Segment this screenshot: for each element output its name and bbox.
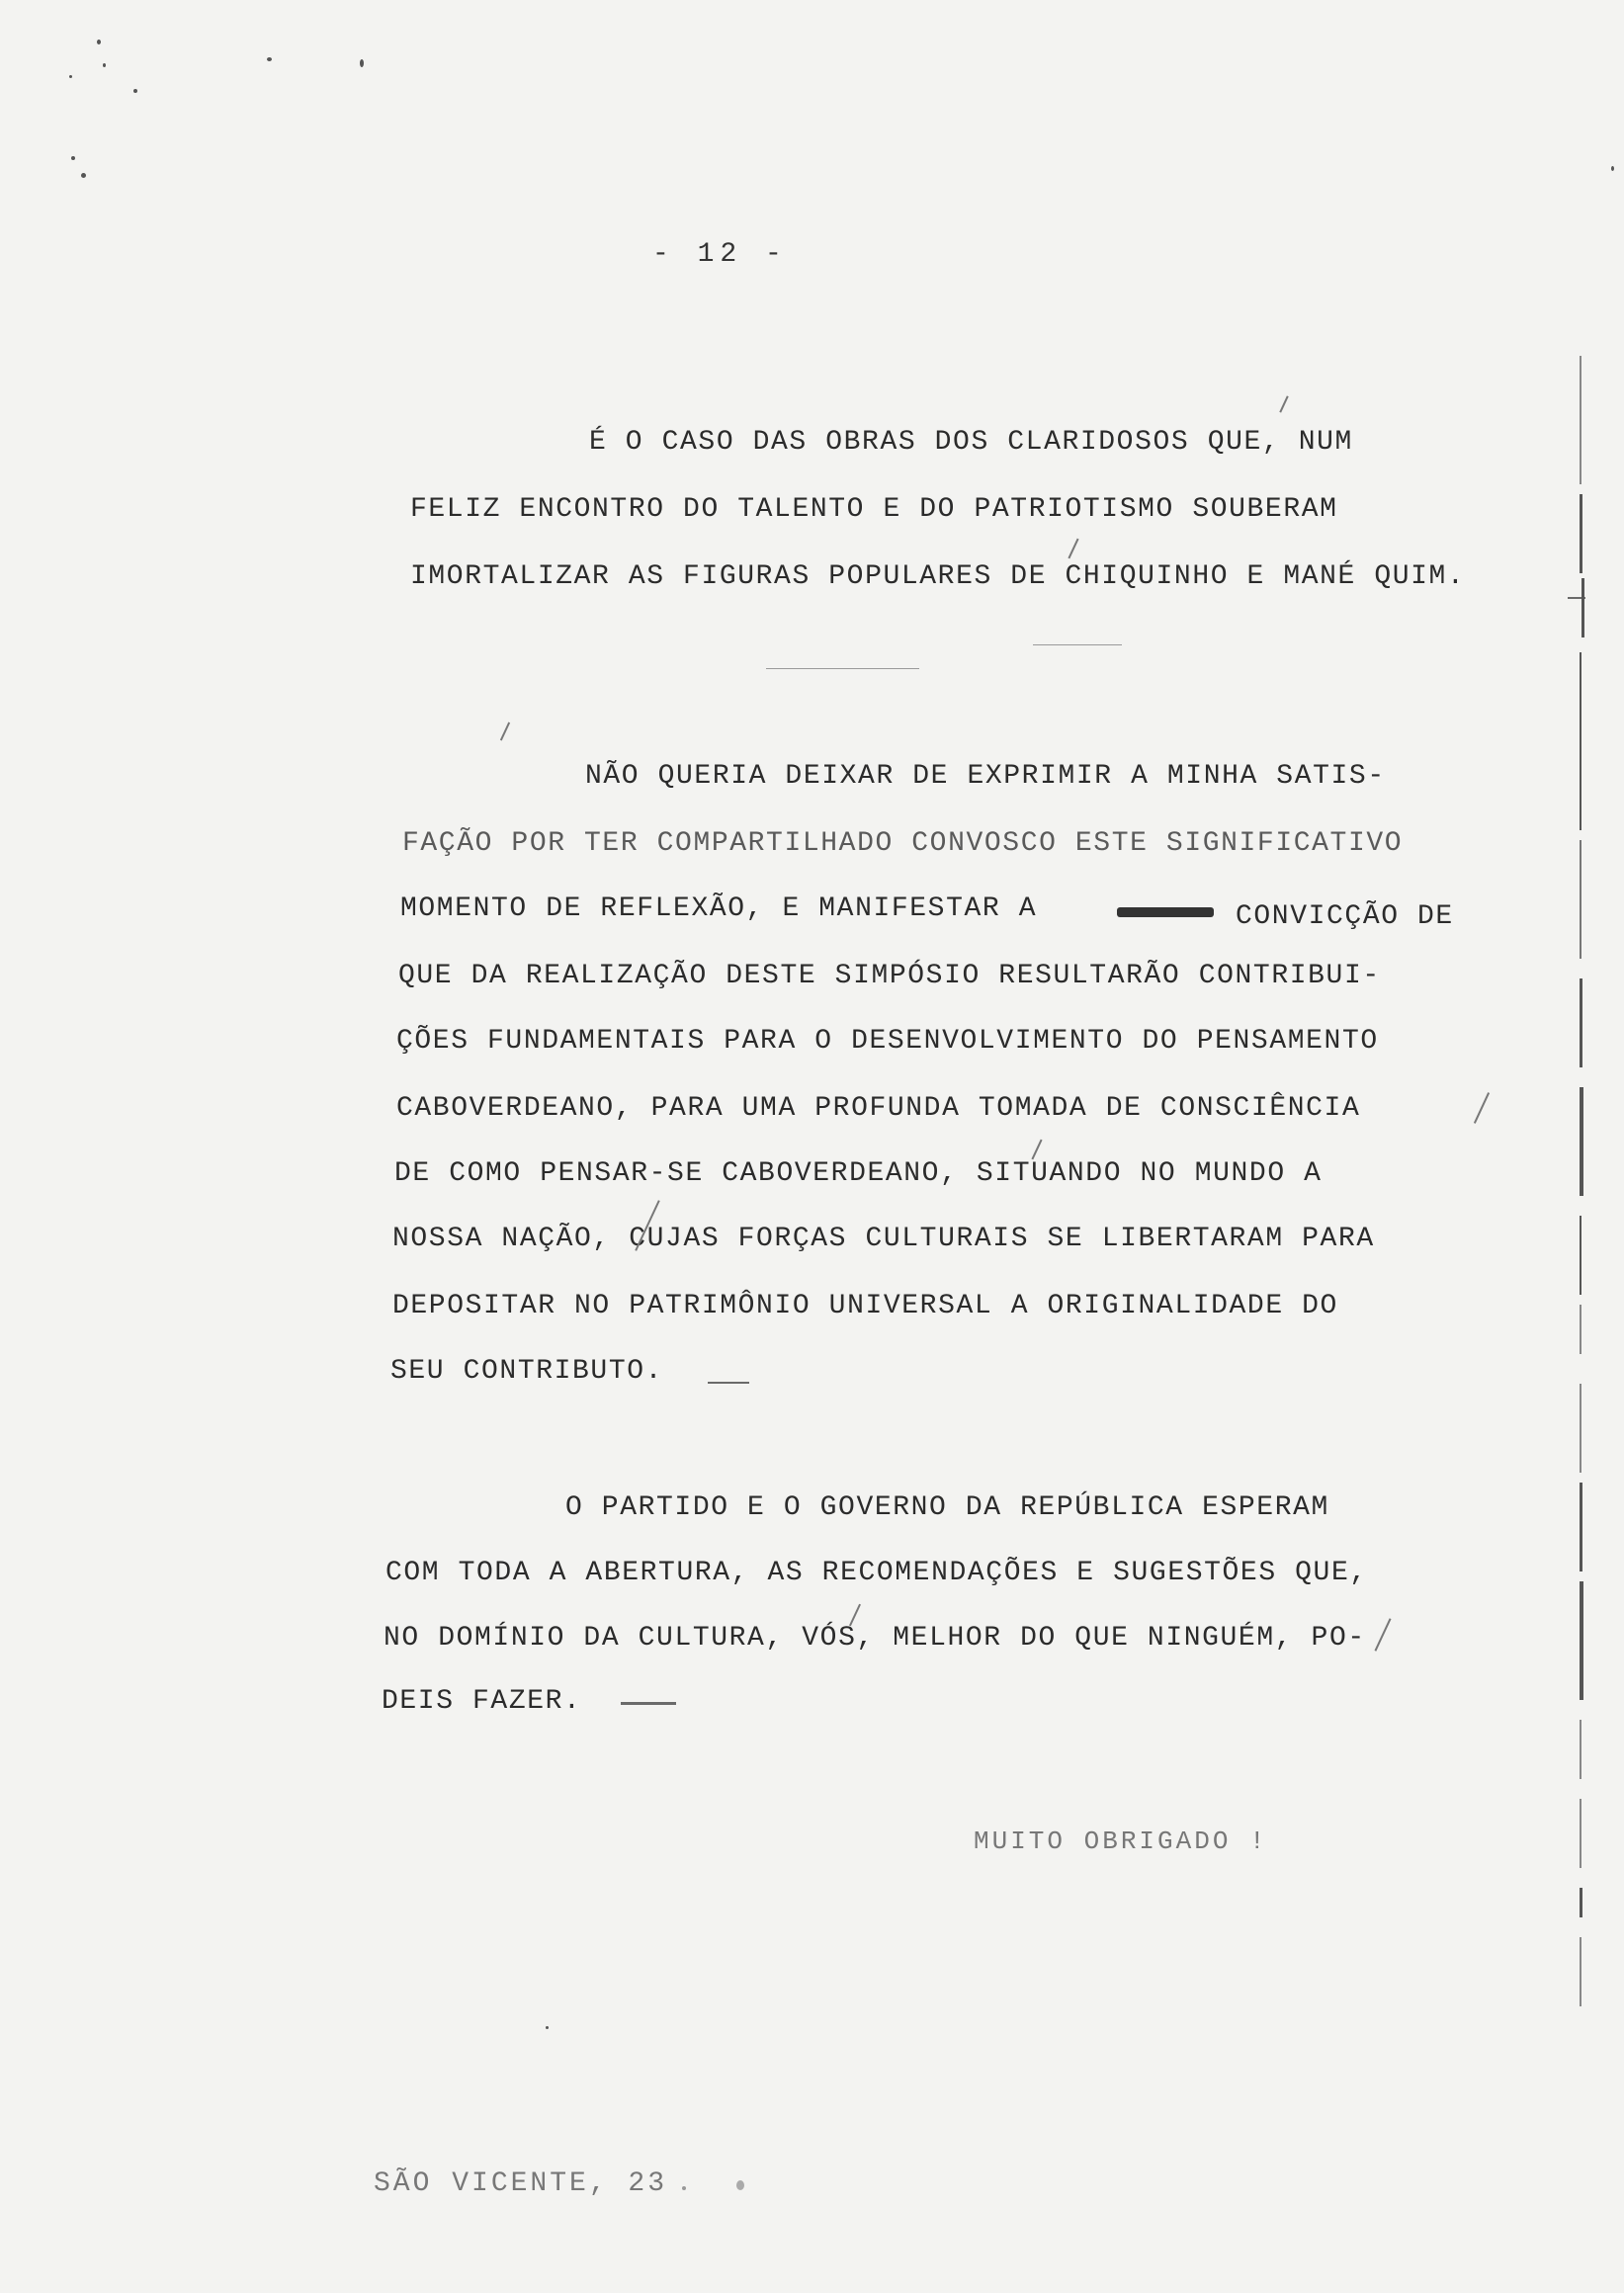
paragraph-2-line-8: NOSSA NAÇÃO, CUJAS FORÇAS CULTURAIS SE LIBERTARAM PARA — [392, 1224, 1375, 1254]
pen-tick-mark — [1474, 1092, 1490, 1124]
margin-mark — [1580, 1305, 1581, 1354]
paragraph-3-line-2: COM TODA A ABERTURA, AS RECOMENDAÇÕES E SUGESTÕES QUE, — [385, 1558, 1368, 1588]
speck-mark — [682, 2186, 686, 2190]
paragraph-1-line-3: IMORTALIZAR AS FIGURAS POPULARES DE CHIQUINHO E MANÉ QUIM. — [410, 561, 1466, 592]
pen-tick-mark — [1031, 1140, 1042, 1160]
paragraph-3-line-4: DEIS FAZER. — [382, 1686, 582, 1717]
closing-thanks: MUITO OBRIGADO ! — [974, 1826, 1268, 1856]
struck-out-word — [1117, 907, 1214, 917]
speck-mark — [546, 2026, 549, 2029]
pen-tick-mark — [1279, 395, 1288, 412]
speck-mark — [97, 40, 101, 44]
paragraph-2-line-7: DE COMO PENSAR-SE CABOVERDEANO, SITUANDO NO MUNDO A — [394, 1158, 1323, 1189]
page-number: - 12 - — [652, 239, 788, 270]
speck-mark — [69, 75, 72, 78]
margin-mark — [1580, 1087, 1583, 1196]
speck-mark — [71, 156, 75, 160]
pen-tick-mark — [500, 722, 510, 741]
margin-mark — [1580, 1720, 1581, 1779]
paragraph-2-line-2: FAÇÃO POR TER COMPARTILHADO CONVOSCO ESTE SIGNIFICATIVO — [402, 828, 1404, 859]
margin-mark — [1580, 1799, 1581, 1868]
paragraph-2-line-10: SEU CONTRIBUTO. — [390, 1356, 664, 1387]
paragraph-1-line-1: É O CASO DAS OBRAS DOS CLARIDOSOS QUE, NUM — [589, 427, 1353, 458]
margin-mark — [1580, 1581, 1583, 1700]
margin-mark — [1580, 978, 1582, 1067]
margin-mark — [1580, 652, 1581, 830]
margin-mark — [1580, 1483, 1582, 1571]
speck-mark — [1611, 166, 1614, 171]
speck-mark — [360, 59, 364, 67]
margin-mark — [1580, 494, 1582, 573]
speck-mark — [133, 89, 137, 93]
paragraph-3-line-3: NO DOMÍNIO DA CULTURA, VÓS, MELHOR DO QUE NINGUÉM, PO- — [384, 1623, 1366, 1654]
separator-dash — [1033, 644, 1122, 645]
place-and-date: SÃO VICENTE, 23 — [374, 2168, 668, 2199]
line-end-mark — [621, 1702, 676, 1705]
paragraph-2-line-3-continued: CONVICÇÃO DE — [1236, 901, 1454, 932]
margin-mark — [1580, 1384, 1581, 1473]
pen-tick-mark — [1374, 1618, 1391, 1651]
paragraph-2-line-5: ÇÕES FUNDAMENTAIS PARA O DESENVOLVIMENTO DO PENSAMENTO — [396, 1026, 1379, 1057]
paragraph-3-line-1: O PARTIDO E O GOVERNO DA REPÚBLICA ESPERAM — [565, 1492, 1329, 1523]
paragraph-2-line-6: CABOVERDEANO, PARA UMA PROFUNDA TOMADA DE CONSCIÊNCIA — [396, 1093, 1361, 1124]
margin-mark — [1581, 578, 1584, 637]
separator-dash — [766, 668, 919, 669]
margin-mark — [1580, 1937, 1581, 2006]
speck-mark — [81, 173, 86, 178]
paragraph-2-line-3: MOMENTO DE REFLEXÃO, E MANIFESTAR A — [400, 893, 1038, 924]
margin-mark — [1580, 840, 1581, 959]
pen-tick-mark — [1068, 539, 1078, 559]
paragraph-2-line-1: NÃO QUERIA DEIXAR DE EXPRIMIR A MINHA SATIS- — [585, 761, 1386, 792]
speck-mark — [103, 63, 106, 67]
paragraph-2-line-9: DEPOSITAR NO PATRIMÔNIO UNIVERSAL A ORIGINALIDADE DO — [392, 1291, 1338, 1321]
line-end-mark — [708, 1382, 749, 1384]
margin-mark — [1580, 356, 1581, 484]
paragraph-1-line-2: FELIZ ENCONTRO DO TALENTO E DO PATRIOTISMO SOUBERAM — [410, 494, 1338, 525]
speck-mark — [736, 2180, 744, 2190]
margin-mark — [1580, 1216, 1581, 1295]
paragraph-2-line-4: QUE DA REALIZAÇÃO DESTE SIMPÓSIO RESULTARÃO CONTRIBUI- — [398, 961, 1381, 991]
speck-mark — [267, 57, 272, 61]
margin-mark — [1580, 1888, 1582, 1917]
